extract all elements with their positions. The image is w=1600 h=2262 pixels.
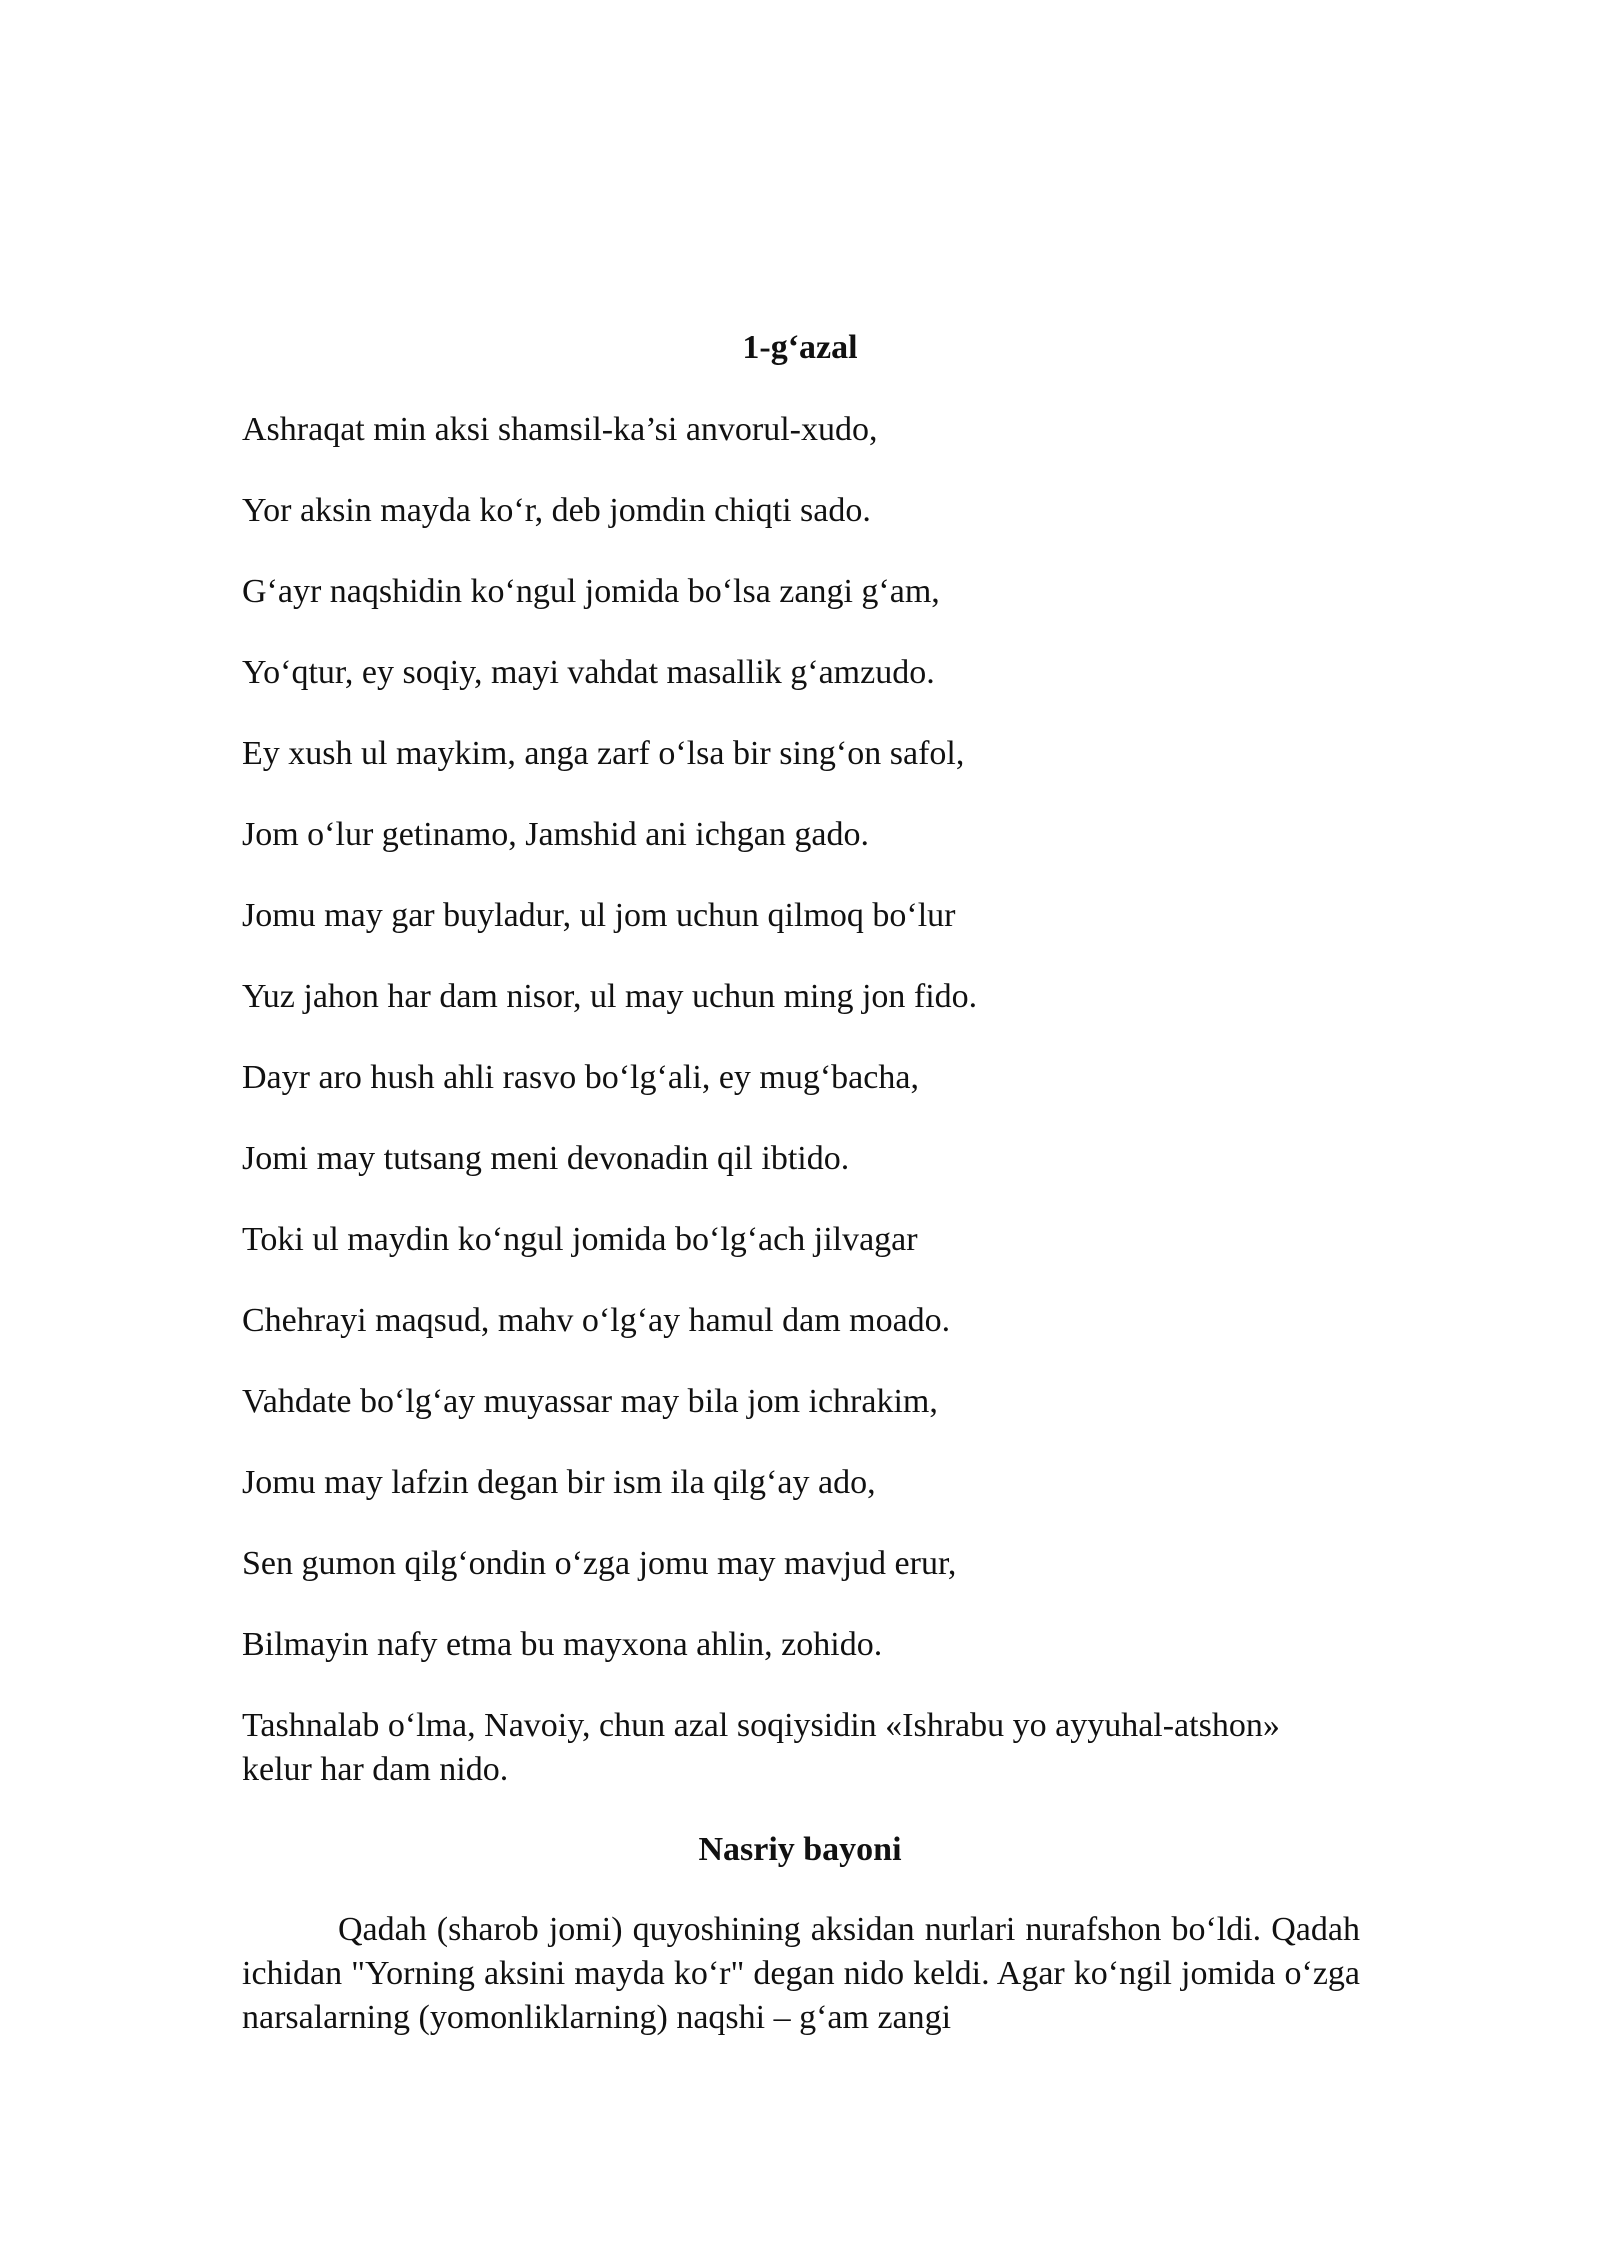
- poem-line: Sen gumon qilg‘ondin o‘zga jomu may mavjud erur,: [242, 1545, 957, 1582]
- poem-line: Bilmayin nafy etma bu mayxona ahlin, zohido.: [242, 1626, 883, 1663]
- poem-line: Ey xush ul maykim, anga zarf o‘lsa bir sing‘on safol,: [242, 735, 965, 772]
- poem-line: Chehrayi maqsud, mahv o‘lg‘ay hamul dam moado.: [242, 1302, 951, 1339]
- poem-line: Jomi may tutsang meni devonadin qil ibtido.: [242, 1140, 850, 1177]
- poem-line: Dayr aro hush ahli rasvo bo‘lg‘ali, ey mug‘bacha,: [242, 1059, 919, 1096]
- poem-line: Jom o‘lur getinamo, Jamshid ani ichgan gado.: [242, 816, 869, 853]
- poem-line: Jomu may gar buyladur, ul jom uchun qilmoq bo‘lur: [242, 897, 956, 934]
- poem-line: Jomu may lafzin degan bir ism ila qilg‘ay ado,: [242, 1464, 876, 1501]
- prose-section-title: Nasriy bayoni: [698, 1831, 902, 1868]
- ghazal-title: 1-g‘azal: [742, 329, 858, 366]
- poem-line: Yor aksin mayda ko‘r, deb jomdin chiqti sado.: [242, 492, 871, 529]
- poem-closing-line: Tashnalab o‘lma, Navoiy, chun azal soqiysidin «Ishrabu yo ayyuhal-atshon» kelur har dam nido.: [242, 1707, 1280, 1788]
- prose-paragraph: Qadah (sharob jomi) quyoshining aksidan nurlari nurafshon bo‘ldi. Qadah ichidan "Yorning aksini mayda ko‘r" degan nido keldi. Agar ko‘ngil jomida o‘zga narsalarning (yomonliklarning) naqshi – g‘am zangi: [242, 1911, 1360, 2036]
- poem-line: Vahdate bo‘lg‘ay muyassar may bila jom ichrakim,: [242, 1383, 938, 1420]
- poem-line: Ashraqat min aksi shamsil-ka’si anvorul-xudo,: [242, 411, 878, 448]
- poem-line: Yuz jahon har dam nisor, ul may uchun ming jon fido.: [242, 978, 978, 1015]
- poem: [242, 408, 1362, 1792]
- poem-line: G‘ayr naqshidin ko‘ngul jomida bo‘lsa zangi g‘am,: [242, 573, 940, 610]
- poem-line: Yo‘qtur, ey soqiy, mayi vahdat masallik g‘amzudo.: [242, 654, 935, 691]
- poem-line: Toki ul maydin ko‘ngul jomida bo‘lg‘ach jilvagar: [242, 1221, 918, 1258]
